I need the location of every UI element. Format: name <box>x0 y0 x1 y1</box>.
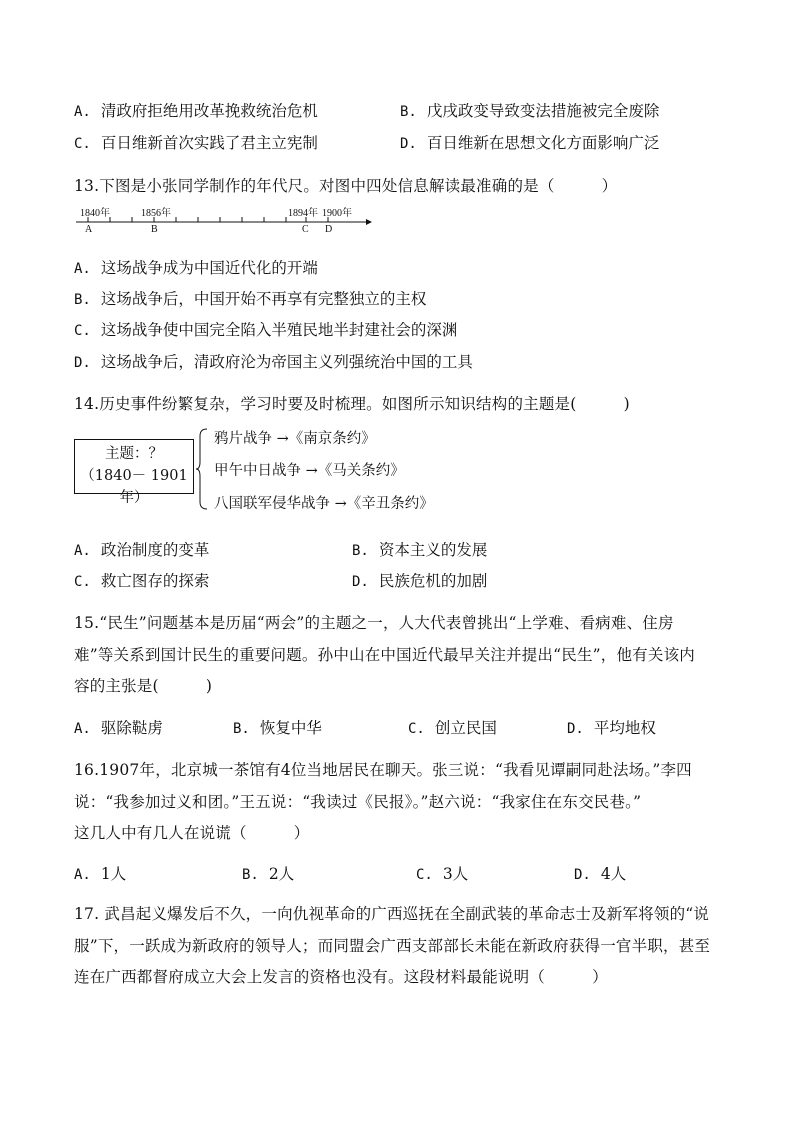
option-letter: B. <box>233 721 250 737</box>
timeline-letter: C <box>302 224 309 235</box>
option-text: 平均地权 <box>593 719 656 737</box>
option-letter: C. <box>74 136 91 152</box>
option-d[interactable] <box>352 571 487 592</box>
option-letter: A. <box>74 867 91 883</box>
option-text: 救亡图存的探索 <box>100 572 210 590</box>
option-letter: C. <box>74 323 91 339</box>
option-letter: D. <box>567 721 584 737</box>
question-16-line: 说：“我参加过义和团。”王五说：“我读过《民报》。”赵六说：“我家住在东交民巷。” <box>74 793 642 811</box>
option-b[interactable] <box>400 101 659 122</box>
option-text: 2人 <box>268 865 295 883</box>
brace <box>196 428 208 510</box>
timeline-year: 1900年 <box>322 208 352 219</box>
theme-box <box>74 439 194 506</box>
question-15-line: 容的主张是( ) <box>74 677 213 695</box>
option-d[interactable] <box>400 133 659 154</box>
option-a[interactable] <box>74 101 318 122</box>
option-b[interactable] <box>352 540 487 561</box>
question-17-line: 服”下，一跃成为新政府的领导人；而同盟会广西支部部长未能在新政府获得一官半职，甚至 <box>74 937 711 955</box>
option-c[interactable] <box>408 718 497 739</box>
option-a[interactable] <box>74 718 163 739</box>
option-c[interactable] <box>74 133 318 154</box>
theme-box-period: （1840－ 1901年） <box>80 468 188 506</box>
question-17-line: 17. 武昌起义爆发后不久，一向仇视革命的广西巡抚在全副武装的革命志士及新军将领的“说 <box>74 905 710 923</box>
branch-item: 甲午中日战争 →《马关条约》 <box>214 463 405 479</box>
option-text: 创立民国 <box>434 719 497 737</box>
theme-box-title: 主题：？ <box>105 446 163 462</box>
option-letter: A. <box>74 261 91 277</box>
timeline-letter: A <box>85 224 93 235</box>
question-15-line: 15.“民生”问题基本是历届“两会”的主题之一，人大代表曾挑出“上学难、看病难、住房 <box>74 614 674 632</box>
timeline-year: 1894年 <box>288 208 318 219</box>
option-letter: C. <box>408 721 425 737</box>
timeline-year: 1840年 <box>80 208 110 219</box>
option-text: 恢复中华 <box>259 719 322 737</box>
option-text: 这场战争成为中国近代化的开端 <box>100 259 318 277</box>
timeline-year: 1856年 <box>141 208 171 219</box>
timeline-letter: B <box>151 224 158 235</box>
option-text: 这场战争后，清政府沦为帝国主义列强统治中国的工具 <box>100 353 473 371</box>
option-d[interactable] <box>574 864 626 885</box>
option-text: 3人 <box>442 865 469 883</box>
option-text: 4人 <box>600 865 627 883</box>
branch-item: 鸦片战争 →《南京条约》 <box>214 431 376 447</box>
option-a[interactable] <box>74 864 126 885</box>
option-text: 百日维新首次实践了君主立宪制 <box>100 134 318 152</box>
option-text: 百日维新在思想文化方面影响广泛 <box>426 134 660 152</box>
option-letter: C. <box>416 867 433 883</box>
option-text: 这场战争后，中国开始不再享有完整独立的主权 <box>100 290 427 308</box>
question-16-line: 这几人中有几人在说谎（ ） <box>74 824 310 842</box>
option-b[interactable] <box>242 864 294 885</box>
option-letter: B. <box>400 104 417 120</box>
option-letter: D. <box>352 574 369 590</box>
option-letter: D. <box>74 355 91 371</box>
option-letter: A. <box>74 721 91 737</box>
option-c[interactable] <box>416 864 468 885</box>
option-letter: D. <box>400 136 417 152</box>
question-13-stem: 13.下图是小张同学制作的年代尺。对图中四处信息解读最准确的是（ ） <box>74 177 618 195</box>
option-b[interactable] <box>74 289 426 310</box>
option-text: 驱除鞑虏 <box>100 719 163 737</box>
timeline-letter: D <box>325 224 333 235</box>
question-16-line: 16.1907年，北京城一茶馆有4位当地居民在聊天。张三说：“我看见谭嗣同赴法场。”李四 <box>74 761 692 779</box>
branch-item: 八国联军侵华战争 →《辛丑条约》 <box>214 496 434 512</box>
option-letter: C. <box>74 574 91 590</box>
option-d[interactable] <box>567 718 656 739</box>
timeline-ruler <box>74 204 374 236</box>
option-text: 政治制度的变革 <box>100 541 210 559</box>
option-letter: A. <box>74 543 91 559</box>
question-15-line: 难”等关系到国计民生的重要问题。孙中山在中国近代最早关注并提出“民生”，他有关该内 <box>74 646 695 664</box>
option-text: 1人 <box>100 865 127 883</box>
option-b[interactable] <box>233 718 322 739</box>
option-letter: B. <box>74 292 91 308</box>
option-letter: A. <box>74 104 91 120</box>
option-letter: B. <box>352 543 369 559</box>
option-c[interactable] <box>74 320 457 341</box>
option-letter: B. <box>242 867 259 883</box>
question-14-stem: 14.历史事件纷繁复杂，学习时要及时梳理。如图所示知识结构的主题是( ) <box>74 395 630 413</box>
option-letter: D. <box>574 867 591 883</box>
option-d[interactable] <box>74 352 473 373</box>
option-text: 戊戌政变导致变法措施被完全废除 <box>426 102 660 120</box>
question-17-line: 连在广西都督府成立大会上发言的资格也没有。这段材料最能说明（ ） <box>74 968 608 986</box>
option-text: 清政府拒绝用改革挽救统治危机 <box>100 102 318 120</box>
option-text: 这场战争使中国完全陷入半殖民地半封建社会的深渊 <box>100 321 458 339</box>
option-c[interactable] <box>74 571 209 592</box>
option-a[interactable] <box>74 540 209 561</box>
option-a[interactable] <box>74 258 318 279</box>
option-text: 民族危机的加剧 <box>378 572 488 590</box>
option-text: 资本主义的发展 <box>378 541 488 559</box>
